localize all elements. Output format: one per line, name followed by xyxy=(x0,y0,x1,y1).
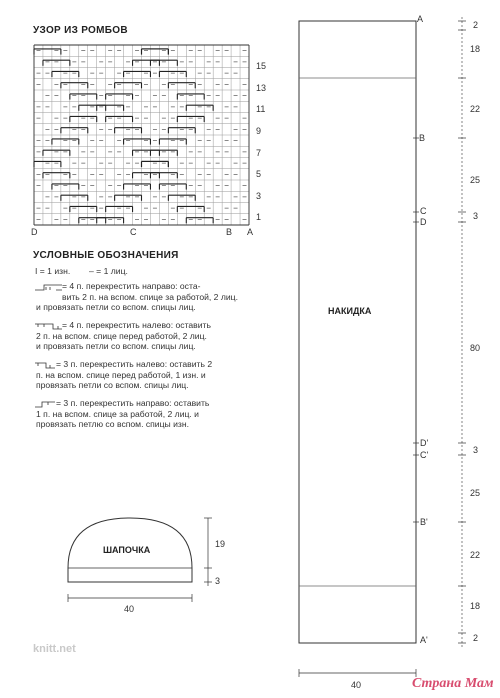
cape-dim-label: 22 xyxy=(470,550,481,560)
legend-item-line: 1 п. на вспом. спице за работой, 2 лиц. и xyxy=(36,408,199,419)
cape-dim-label: 80 xyxy=(470,343,481,353)
knit-symbol-label: – = 1 лиц. xyxy=(89,266,128,276)
legend-item-line: = 4 п. перекрестить направо: оста- xyxy=(62,281,201,291)
cape-dim-label: 2 xyxy=(473,20,479,30)
cape-dim-label: 3 xyxy=(473,445,479,455)
cape-dim-label: 25 xyxy=(470,175,481,185)
legend-title: УСЛОВНЫЕ ОБОЗНАЧЕНИЯ xyxy=(33,250,179,261)
cable-left-3-symbol xyxy=(34,360,56,370)
cape-point-label: A' xyxy=(420,635,428,645)
legend-item xyxy=(34,320,264,352)
row-label: 15 xyxy=(256,61,267,71)
row-label: 11 xyxy=(256,104,266,114)
hat-dim-label: 3 xyxy=(215,576,221,586)
cape-width-label: 40 xyxy=(351,680,362,690)
row-label: 3 xyxy=(256,191,262,201)
cape-dim-label: 3 xyxy=(473,211,479,221)
legend-item-line: = 3 п. перекрестить налево: оставить 2 xyxy=(56,359,213,369)
row-label: 5 xyxy=(256,169,262,179)
hat-schematic xyxy=(0,500,260,630)
cape-dim-label: 18 xyxy=(470,44,481,54)
cape-label: НАКИДКА xyxy=(328,306,372,316)
col-label: C xyxy=(130,227,137,237)
legend-item-line: вить 2 п. на вспом. спице за работой, 2 лиц. xyxy=(62,291,238,302)
legend-item-line: = 3 п. перекрестить направо: оставить xyxy=(56,398,210,408)
hat-dim-label: 19 xyxy=(215,539,226,549)
hat-label: ШАПОЧКА xyxy=(103,545,151,555)
cable-right-4-symbol xyxy=(34,282,64,292)
col-labels xyxy=(31,227,253,237)
cape-dim-label: 2 xyxy=(473,633,479,643)
legend-item xyxy=(34,359,264,391)
legend-item-line: = 4 п. перекрестить налево: оставить xyxy=(62,320,211,330)
cape-point-label: D xyxy=(420,217,427,227)
col-label: D xyxy=(31,227,38,237)
col-label: A xyxy=(247,227,254,237)
row-label: 1 xyxy=(256,212,262,222)
cape-point-label: D' xyxy=(420,438,429,448)
legend-item-line: провязать петлю со вспом. спицы изн. xyxy=(36,419,189,430)
legend-item-line: провязать петли со вспом. спицы лиц. xyxy=(36,380,189,391)
chart-pattern-marks xyxy=(34,49,247,223)
cable-left-4-symbol xyxy=(34,321,64,331)
legend-item xyxy=(34,281,264,313)
watermark-stranamam: Страна Мам xyxy=(412,676,494,691)
cape-dim-label: 25 xyxy=(470,488,481,498)
legend-item-line: 2 п. на вспом. спице перед работой, 2 лиц. xyxy=(36,330,207,341)
cape-point-label: A xyxy=(417,14,424,24)
cape-schematic xyxy=(270,0,500,698)
pattern-title: УЗОР ИЗ РОМБОВ xyxy=(33,25,128,36)
legend-item xyxy=(34,398,264,430)
legend-item-line: и провязать петли со вспом. спицы лиц. xyxy=(36,302,196,313)
cape-outline xyxy=(299,21,416,643)
cape-point-label: B' xyxy=(420,517,428,527)
watermark-knitt: knitt.net xyxy=(33,643,76,655)
cape-point-label: C xyxy=(420,206,427,216)
legend-basic xyxy=(35,266,128,277)
cable-right-3-symbol xyxy=(34,399,56,409)
hat-width-label: 40 xyxy=(124,604,135,614)
legend-item-line: п. на вспом. спице перед работой, 1 изн. и xyxy=(36,369,206,380)
cape-point-label: C' xyxy=(420,450,429,460)
row-label: 9 xyxy=(256,126,262,136)
cape-point-label: B xyxy=(419,133,426,143)
cape-dim-label: 22 xyxy=(470,104,481,114)
row-label: 13 xyxy=(256,83,267,93)
cape-dim-label: 18 xyxy=(470,601,481,611)
legend-item-line: и провязать петли со вспом. спицы лиц. xyxy=(36,341,196,352)
purl-symbol-label: I = 1 изн. xyxy=(35,266,71,276)
col-label: B xyxy=(226,227,233,237)
row-labels xyxy=(256,61,266,222)
row-label: 7 xyxy=(256,148,262,158)
